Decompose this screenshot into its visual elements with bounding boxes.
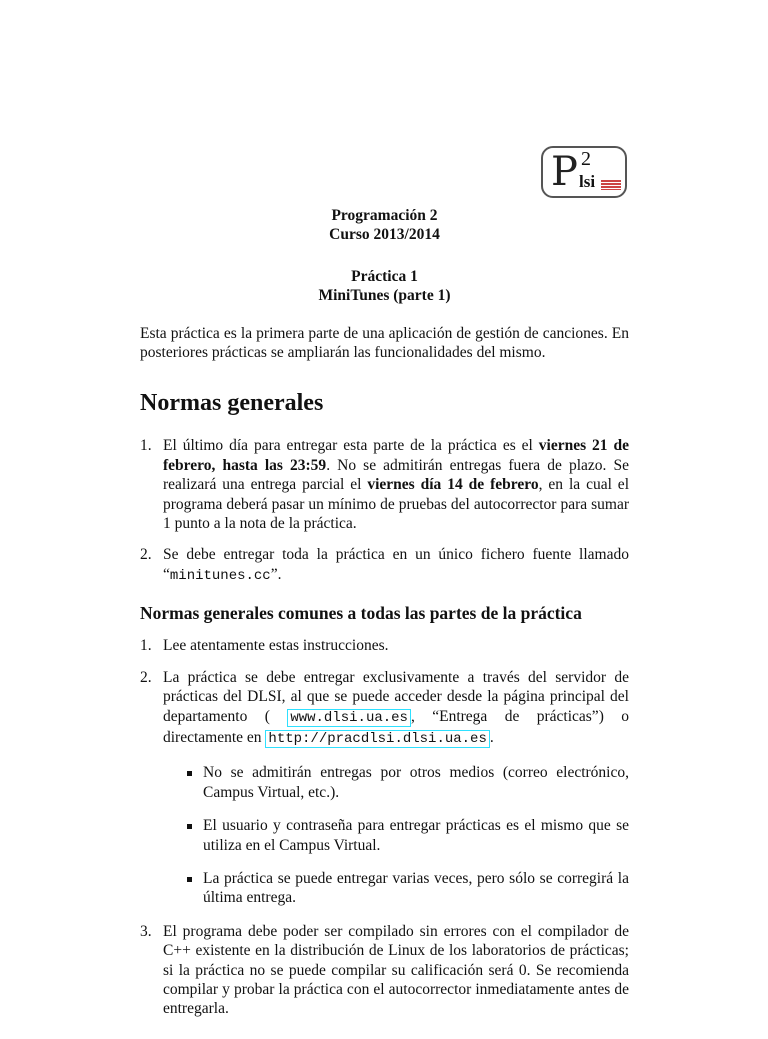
list-item: 3. El programa debe poder ser compilado sin errores con el compilador de C++ existente en la distribución de Linux de los laboratorios de prácticas; si la práctica no se puede compilar su calificación será 0. Se recomienda compilar y probar la práctica con el autocorrector inmediatamente antes de entregarla.: [140, 922, 629, 1018]
bullet-item: No se admitirán entregas por otros medios (correo electrónico, Campus Virtual, etc.).: [203, 763, 629, 802]
pracdlsi-link[interactable]: http://pracdlsi.dlsi.ua.es: [265, 730, 489, 748]
document-page: [140, 0, 629, 1039]
course-title: Programación 2: [331, 207, 438, 224]
list-item: 2. Se debe entregar toda la práctica en un único fichero fuente llamado “minitunes.cc”.: [140, 546, 629, 584]
list-item: 2. La práctica se debe entregar exclusivamente a través del servidor de prácticas del DLSI, al que se puede acceder desde la página principal del departamento ( www.dlsi.ua.es , “Entrega de prácticas”) o directamente en http://pracdlsi.dlsi.ua.es .: [140, 668, 630, 747]
list-item: 1. El último día para entregar esta parte de la práctica es el viernes 21 de febrero, hasta las 23:59. No se admitirán entregas fuera de plazo. Se realizará una entrega parcial el viernes día 14 de febrero, en la cual el programa deberá pasar un mínimo de pruebas del autocorrector para sumar 1 punto a la nota de la práctica.: [140, 437, 630, 533]
p2-lsi-logo: P 2 lsi: [541, 146, 627, 198]
practice-title: Práctica 1: [351, 267, 418, 285]
bullet-item: La práctica se puede entregar varias veces, pero sólo se corregirá la última entrega.: [203, 869, 629, 908]
list-item: 1. Lee atentamente estas instrucciones.: [140, 637, 389, 655]
bullet-item: El usuario y contraseña para entregar prácticas es el mismo que se utiliza en el Campus Virtual.: [203, 816, 629, 855]
intro-paragraph: Esta práctica es la primera parte de una aplicación de gestión de canciones. En posteriores prácticas se ampliarán las funcionalidades del mismo.: [140, 324, 629, 362]
section-heading: Normas generales: [140, 390, 324, 417]
dlsi-link[interactable]: www.dlsi.ua.es: [287, 709, 411, 727]
practice-subtitle: MiniTunes (parte 1): [318, 287, 451, 305]
subsection-heading: Normas generales comunes a todas las partes de la práctica: [140, 603, 582, 624]
course-year: Curso 2013/2014: [329, 226, 440, 244]
